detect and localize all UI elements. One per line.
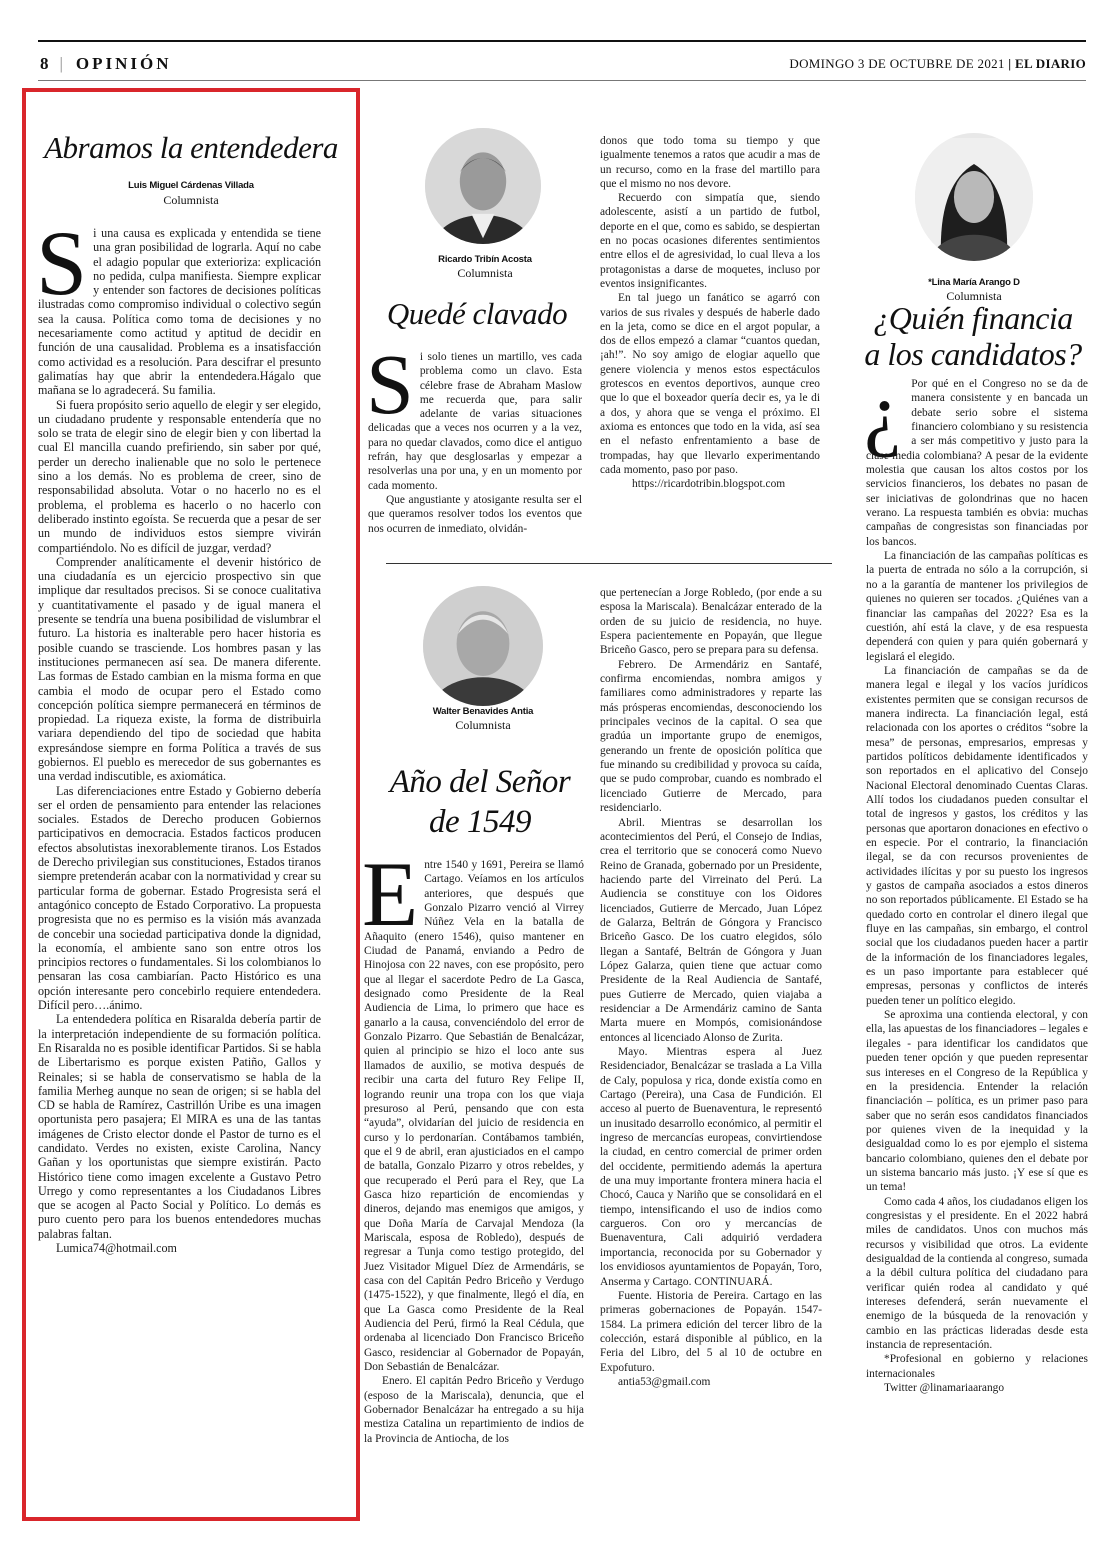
author-photo-walter (423, 586, 543, 706)
article3-title-line2: de 1549 (429, 804, 531, 840)
article4-paragraph: Como cada 4 años, los ciudadanos eligen los congresistas y el presidente. En el 2022 habrá miles de candidatos. Unos con muchos más recursos y visibilidad que otros. La evidente desigualdad de la contienda al congreso, sumada a la débil cultura política del ciudadano para verificar quién rodea al candidato y qué intereses defenderá, serán nuevamente el enemigo de la búsqueda de la renovación y cambio en las prácticas lideradas desde esta instancia de representación. (866, 1195, 1088, 1352)
article3-paragraph: Febrero. De Armendáriz en Santafé, confirma encomiendas, nombra amigos y familiares como administradores y reparte las más prósperas encomiendas, desconociendo los principales vecinos de la capital. O sea que gradúa un importante grupo de enemigos, generando un frente de oposición política que fue minando su credibilidad y provoca su caída, que se pudo comprobar, cuando es nombrado el licenciado Gutierre de Mercado, para residenciarlo. (600, 658, 822, 815)
article3-paragraph: Entre 1540 y 1691, Pereira se llamó Cartago. Veíamos en los artículos anteriores, que después que Gonzalo Pizarro venció al Virrey Núñez Vela en la batalla de Añaquito (enero 1546), quiso mantener en Ciudad de Panamá, enviando a Pedro de Hinojosa con 22 naves, con ese propósito, pero que al llegar el sacerdote Pedro de La Gasca, designado como Presidente de la Real Audiencia de Lima, lo primero que hace es ganarlo a la causa, convenciéndolo del error de Gonzalo Pizarro. Que Sebastián de Benalcázar, quien al principio se hizo el loco ante sus llamados de auxilio, se motiva después de recibir una carta del futuro Rey Felipe II, logrando reunir una tropa con los que viaja presuroso al Perú, pensando que con esta “ayuda”, olvidarían del juicio de residencia en curso y lo perdonarían. Contábamos también, que el 9 de abril, eran ajusticiados en el campo de batalla, Gonzalo Pizarro y otros rebeldes, y que recuperado el Perú para el Rey, que La Gasca hizo repartición de encomiendas y dineros, dejando mas enemigos que amigos, y que Doña María de Carvajal Mendoza (la Mariscala, esposa de Robledo), después de regresar a Tunja como testigo protegido, del Juez Visitador Miguel Díez de Armendáris, se casa con del Capitán Pedro Briceño y Verdugo (1475-1522), y que finalmente, llegó el día, en que La Gasca como Presidente de la Real Audiencia del Perú, firmó la Real Cédula, que ordenaba al licenciado Don Francisco Briceño Gasco, residenciar al Gobernador de Popayán, Don Sebastián de Benalcázar. (362, 843, 584, 1374)
article2-col1 (366, 336, 582, 536)
article4-author: *Lina María Arango D (928, 277, 1020, 288)
header-bottom-rule (38, 80, 1086, 81)
article3-email[interactable]: antia53@gmail.com (618, 1375, 711, 1388)
page-header-right: DOMINGO 3 DE OCTUBRE DE 2021 | EL DIARIO (789, 56, 1086, 71)
article1-paragraph: La entendedera política en Risaralda debería partir de la interpretación independiente de su formación política. En Risaralda no es posible identificar Partidos. Si se habla de Libertarismo es porque existen Patiño, Gallos y Reinales; si se habla de conservatismo se habla de la familia Merheg aunque no sean de origen; si se habla del CD se habla de Ramírez, Castrillón Uribe es una imagen oportunista pero pasajera; El MIRA es una de las tantas imágenes de Cristo elector donde el Pastor de turno es el candidato. Verdes no existen, existe Carolina, Nancy Gañan y los oportunistas que siempre existirán. Pacto Histórico tiene como imagen excelente a Gustavo Petro Urrego y como representantes a los Ciudadanos Libres que se acogen al Pacto Social y Político. Lo demás es puro cuento pero para los buenos entendedores muchas palabras faltan. (38, 1012, 321, 1241)
article4-paragraph: La financiación de campañas se da de manera legal e ilegal y los vacíos jurídicos existentes permiten que se consigan recursos de manera indirecta. La financiación legal, está relacionada con los aportes o créditos “sobre la mesa” de personas, empresarios, empresas y partidos políticos debidamente identificados y son reportados en el aplicativo del Consejo Nacional Electoral denominado Cuentas Claras. Allí todos los ciudadanos pueden consultar el total de ingresos y gastos, los créditos y las personas que aportaron donaciones en efectivo o en especie. Por el contrario, la financiación ilegal, se da con recursos provenientes de actividades ilícitas y por su puesto los ingresos y gastos de campaña asociados a estos dineros no son reportados públicamente. El Estado se ha quedado corto en controlar el dinero ilegal que fluye en las campañas, sin embargo, el control social que los ciudadanos pueden hacer a partir de la información de los financiadores legales, es un paso importante para establecer qué empresas, personas y conflictos de interés pueden tener un político elegido. (866, 664, 1088, 1007)
article1-paragraph: Comprender analíticamente el devenir histórico de una ciudadanía es un ejercicio prospectivo sin que implique dar resultados precisos. Si se conoce cualitativa y cuantitativamente el pasado y de igual manera el presente se tendría una buena posibilidad de vislumbrar el futuro. La historia es inalterable pero hacer historia es posible cuando se trasciende. Los hombres pasan y las instituciones permanecen así sea. De manera diferente. Las formas de Estado cambian en la misma forma en que cambia el modo de ocupar pero el Estado como concepción política siempre permanecerá en términos de propiedad. La riqueza existe, la forma de distribuirla variara dependiendo del tipo de sociedad que habita expresándose siempre en forma Política a través de sus gobiernos. El pueblo es merecedor de sus gobernantes es una verdad indiscutible, es axiomática. (38, 554, 321, 784)
article4-title-line2: a los candidatos? (864, 336, 1082, 372)
article3-paragraph: Fuente. Historia de Pereira. Cartago en las primeras gobernaciones de Popayán. 1547-1584. La primera edición del tercer libro de la colección, estará disponible al público, en la Feria del Libro, del 5 al 10 de octubre en Expofuturo. (600, 1289, 822, 1374)
article2-paragraph: En tal juego un fanático se agarró con varios de sus rivales y después de haberle dado en la jeta, como se dice en el argot popular, a dos de ellos empezó a clamar “cuantos quedan, ¡ah!”. No soy amigo de elogiar aquello que genere violencia y menos estos espectáculos grotescos en eventos deportivos, aunque creo que lo que el boxeador quería decir es, ya le di a dos, y ahora que se venga el próximo. El axioma es entonces que todo en la vida, así sea en el nefasto enfrentamiento a base de trompadas, hay que llevarlo experimentando cada momento, paso por paso. (600, 292, 820, 476)
article2-paragraph: Que angustiante y atosigante resulta ser el que queramos resolver todos los eventos que nos ocurren de inmediato, olvidán- (368, 493, 582, 535)
article2-col2 (600, 134, 820, 491)
article1-body (36, 212, 321, 1256)
article3-title-line1: Año del Señor (389, 764, 571, 800)
article3-paragraph: Mayo. Mientras espera al Juez Residenciador, Benalcázar se traslada a La Villa de Caly, populosa y rica, donde existía como en Cartago (Pereira), una Casa de Fundición. El acceso al puerto de Buenaventura, le representó un inusitado desarrollo económico, al permitir el ingreso de mercancías europeas, convirtiendose la ciudad, en centro comercial de primer orden del occidente, permitiendo además la apertura de una muy importante frontera minera hacia el Chocó, Cauca y Nariño que se consolidará en el tiempo, intensificando el uso de indios como cargueros. Con oro y mercancías de Buenaventura, Cali adquirió verdadera importancia, reconocida por su Gobernador y los envidiosos ayuntamientos de Popayán, Toro, Anserma y Cartago. CONTINUARÁ. (600, 1046, 822, 1288)
article2-title: Quedé clavado (386, 296, 568, 331)
page-number: 8 (40, 54, 52, 73)
article3-paragraph: Enero. El capitán Pedro Briceño y Verdugo (esposo de la Mariscala), denuncia, que el Gobernador Benalcázar ha entregado a su hija mestiza Catalina un repartimiento de indios de la Provincia de Antiocha, de los (364, 1375, 584, 1445)
article2-paragraph: Recuerdo con simpatía que, siendo adolescente, asistí a un partido de futbol, deporte en el que, como es sabido, se despiertan en no pocas ocasiones diferentes sentimientos entre ellos el de agresividad, lo cual lleva a los protagonistas a darse de moquetes, incluso por eventos insignificantes. (600, 192, 820, 290)
article2-url[interactable]: https://ricardotribin.blogspot.com (632, 478, 786, 491)
article1-role: Columnista (163, 193, 219, 207)
article3-title (370, 762, 590, 842)
article1-paragraph: Las diferenciaciones entre Estado y Gobierno debería ser el orden de pensamiento para entender las relaciones sociales. Estados de Derecho producen Gobiernos participativos en democracia. Estados facticos producen efectos absolutistas inexorablemente tiranos. Los Estados de Derecho privilegian sus constituciones, Estados tiranos siempre pretenderán acabar con la normatividad y crear su particular forma de gobernar. Estado Progresista será el antagónico concepto de Estado Corporativo. La propuesta progresista que no es permiso es la visión más avanzada de concebir una sociedad participativa donde la dignidad, la economía, el ambiente sano son entre otros los principios rectores o fundamentales. Si los colombianos lo pensaran las cosa cambiarían. Pacto Histórico es una opción interesante pero concebirlo requiere entendedera. Difícil pero….ánimo. (38, 783, 321, 1013)
article3-role: Columnista (455, 718, 511, 732)
article4-title-line1: ¿Quién financia (873, 300, 1073, 336)
article2-role: Columnista (457, 266, 513, 280)
article3-paragraph: que pertenecían a Jorge Robledo, (por ende a su esposa la Mariscala). Benalcázar enterado de la orden de su juicio de residencia, no huye. Espera pacientemente en Popayán, que llegue Briceño Gasco, pero se prepara para su defensa. (600, 587, 822, 657)
article3-dropcap: E (362, 843, 419, 945)
article4-footnote: *Profesional en gobierno y relaciones internacionales (866, 1353, 1088, 1380)
article4-title (848, 300, 1098, 372)
article-divider (386, 563, 832, 564)
article3-col2 (600, 586, 822, 1389)
article4-paragraph: La financiación de las campañas políticas es la puerta de entrada no sólo a la corrupción, si no a la garantía de mantener los privilegios de quienes no quieren ser tocados. ¿Quiénes van a financiar las campañas del 2022? Esa es la cuestión, ahí está la clave, y de esa respuesta dependerá con quien y para quién gobernará y legislará el elegido. (866, 550, 1088, 663)
article3-paragraph: Abril. Mientras se desarrollan los acontecimientos del Perú, el Consejo de Indias, crea el territorio que se conocerá como Nuevo Reino de Granada, gobernado por un Presidente, haciendo parte del Virreinato del Perú. La Audiencia se constituye con los Oidores licenciados, Gutierre de Mercado, Juan López de Galarza, Beltrán de Góngora y Francisco Briceño Gasco. De los cuatro elegidos, sólo llegan a Santafé, Beltrán de Góngora y Juan López Galarza, quien tiene que actuar como Presidente de la Real Audiencia de Santafé, pues Gutierre de Mercado, quien viajaba a residenciar a De Armendáriz camino de Santa Marta muere en Mompós, comisionándose entonces al licenciado Alonso de Zurita. (600, 816, 822, 1044)
article4-role: Columnista (946, 289, 1002, 303)
article1-title: Abramos la entendedera (44, 130, 338, 165)
article2-author: Ricardo Tribín Acosta (438, 254, 532, 265)
article2-paragraph: Si solo tienes un martillo, ves cada problema como un clavo. Esta célebre frase de Abraham Maslow me recuerda que, para salir adelante de varias situaciones delicadas que a veces nos ocurren y a la vez, para no quedar clavados, como dice el antiguo refrán, hay que desglosarlas y empezar a resolverlas una por una, y en un momento por cada momento. (366, 336, 582, 492)
article1-paragraph: Si una causa es explicada y entendida se tiene una gran posibilidad de lograrla. Aquí no cabe el adagio popular que exterioriza: explicación no pedida, culpa manifiesta. Siempre explicar y entender son factores de decisiones políticas ilustradas como compromiso individual o colectivo según sea la causa. Política como toma de decisiones y no necesariamente como actitud y aptitud de decidir en función de una causalidad. Problema es a insatisfacción como actividad es a resolución. Para descifrar el presunto galimatías hay que abrir la entendedera.Hágalo que mañana se lo agradecerá. Su familia. (36, 212, 321, 398)
article3-author: Walter Benavides Antia (432, 706, 534, 717)
article2-dropcap: S (366, 336, 414, 432)
article1-author: Luis Miguel Cárdenas Villada (128, 180, 254, 191)
article4-paragraph: ¿ Por qué en el Congreso no se da de manera consistente y en bancada un debate serio sobre el sistema financiero colombiano y su resistencia a ser más competitivo y justo para la clase media colombiana? A pesar de la evidente molestia que causan los altos costos por los servicios financieros, los debates no pasan de ser iniciativas de golondrinas que no hacen verano. La respuesta también es obvia: muchas campañas de congresistas son financiadas por los bancos. (864, 366, 1088, 548)
page-header-left (40, 54, 172, 74)
article1-dropcap: S (36, 212, 88, 314)
article4-body (864, 366, 1088, 1395)
newspaper-name: EL DIARIO (1015, 56, 1086, 71)
author-photo-ricardo (425, 128, 541, 244)
author-photo-lina (915, 133, 1033, 261)
article1-paragraph: Si fuera propósito serio aquello de elegir y ser elegido, un ciudadano prudente y responsable entendería que no solo se trata de elegir sino de elegir bien y con libertad la cual El mancilla cuando prefiriendo, sin saber por qué, perder un derecho inalienable que no solo le pertenece sino a los demás. No es problema de creer, sino de responsabilidad absoluta. Votar o no hacerlo no es el problema, el problema es hacerlo o no hacerlo con deliberado instinto egoísta. Se recuerda que a pesar de ser un mundo de individuos estos siempre vivirán compartiéndolo. No es difícil de juzgar, verdad? (38, 397, 321, 555)
article4-dropcap: ¿ (864, 366, 902, 459)
header-top-rule (38, 40, 1086, 42)
article4-twitter[interactable]: Twitter @linamariaarango (884, 1382, 1005, 1395)
article3-col1 (362, 843, 584, 1446)
header-separator: | (59, 54, 66, 73)
article4-paragraph: Se aproxima una contienda electoral, y con ella, las apuestas de los financiadores – legales e ilegales - para identificar los candidatos que pueden tener opción y que pueden representar sus intereses en el Congreso de la República y en la presidencia. Entender la relación financiación – política, es un primer paso para saber que no serán esos candidatos financiados por quienes viven de la inequidad y la desigualdad como lo es por ejemplo el sistema bancario colombiano, quienes den el debate por un sistema bancario más justo. ¡Y ese sí que es un tema! (866, 1009, 1088, 1194)
section-name: OPINIÓN (75, 54, 172, 73)
article2-paragraph: donos que todo toma su tiempo y que igualmente tenemos a ratos que acudir a mas de un recurso, como en la frase del martillo para que el mismo no nos devore. (600, 135, 820, 190)
issue-date: DOMINGO 3 DE OCTUBRE DE 2021 (789, 56, 1005, 71)
article1-email[interactable]: Lumica74@hotmail.com (56, 1241, 177, 1256)
